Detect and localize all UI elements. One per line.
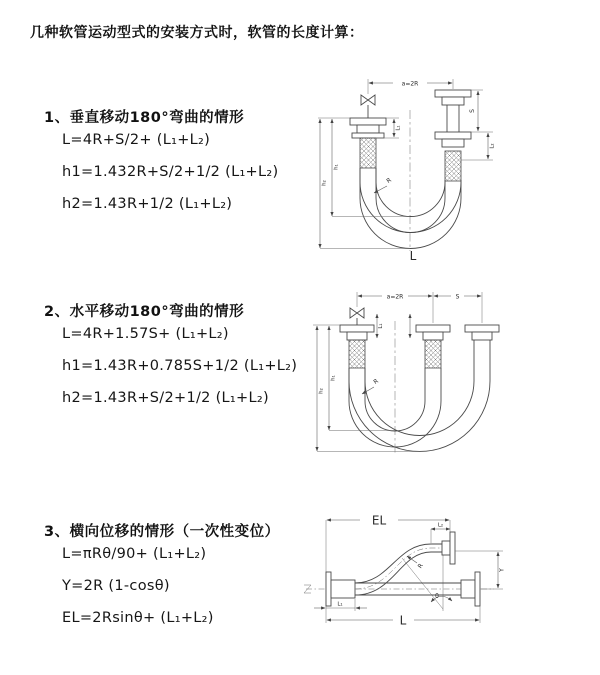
hose-u-bend [349, 340, 490, 451]
section3-formula-3: EL=2Rsinθ+ (L₁+L₂) [62, 610, 214, 626]
diagram-horizontal-movement [305, 283, 590, 463]
dim-label-l1: L₁ [337, 601, 343, 608]
dim-label-r: R [372, 377, 380, 386]
section2-formula-2: h1=1.43R+0.785S+1/2 (L₁+L₂) [62, 358, 298, 374]
section2-formula-1: L=4R+1.57S+ (L₁+L₂) [62, 326, 229, 342]
dim-label-s: S [455, 293, 460, 301]
braid-section [360, 138, 376, 168]
section2-formula-3: h2=1.43R+S/2+1/2 (L₁+L₂) [62, 390, 269, 406]
section1-heading: 1、垂直移动180°弯曲的情形 [44, 110, 245, 126]
dim-label-theta: θ [435, 593, 439, 600]
braid-section [445, 151, 461, 181]
section1-formula-1: L=4R+S/2+ (L₁+L₂) [62, 132, 211, 148]
dim-label-y: Y [498, 568, 506, 572]
dim-label-l1: L₁ [395, 125, 402, 131]
page-title: 几种软管运动型式的安装方式时，软管的长度计算： [30, 25, 364, 41]
lower-flange [461, 572, 480, 606]
upper-flange [442, 532, 455, 564]
valve-icon [361, 95, 375, 118]
dim-label-a2r: a=2R [401, 80, 419, 88]
dim-label-s: S [469, 109, 476, 113]
hose-s-curve [355, 544, 450, 595]
dim-label-l: L [399, 613, 407, 628]
dim-label-h2: h₂ [321, 180, 328, 186]
section2-heading: 2、水平移动180°弯曲的情形 [44, 304, 245, 320]
diagram-vertical-movement [310, 70, 590, 265]
left-fitting [350, 118, 386, 168]
section3-formula-2: Y=2R (1-cosθ) [62, 578, 170, 594]
section3-heading: 3、横向位移的情形（一次性变位） [44, 524, 280, 540]
dim-label-l2: L₂ [437, 522, 444, 529]
left-fitting [340, 325, 374, 368]
dim-label-r: R [385, 176, 393, 185]
valve-icon [350, 308, 364, 325]
diagram-lateral-displacement [298, 498, 598, 648]
dim-label-h2: h₂ [318, 388, 325, 394]
right-fitting [465, 325, 499, 340]
section1-formula-2: h1=1.432R+S/2+1/2 (L₁+L₂) [62, 164, 279, 180]
dim-label-l1: L₁ [378, 323, 384, 329]
dim-label-a2r: a=2R [386, 293, 404, 301]
dim-label-h1: h₁ [333, 164, 340, 170]
dim-label-el: EL [371, 513, 387, 528]
angle-arc [431, 596, 452, 602]
section1-formula-3: h2=1.43R+1/2 (L₁+L₂) [62, 196, 233, 212]
dim-label-h1: h₁ [330, 375, 337, 381]
section3-formula-1: L=πRθ/90+ (L₁+L₂) [62, 546, 207, 562]
middle-fitting [416, 325, 450, 368]
right-fitting [435, 90, 471, 181]
dim-label-l: L [409, 249, 417, 263]
dim-label-r: R [416, 562, 425, 570]
dim-label-l2: L₂ [489, 143, 496, 149]
